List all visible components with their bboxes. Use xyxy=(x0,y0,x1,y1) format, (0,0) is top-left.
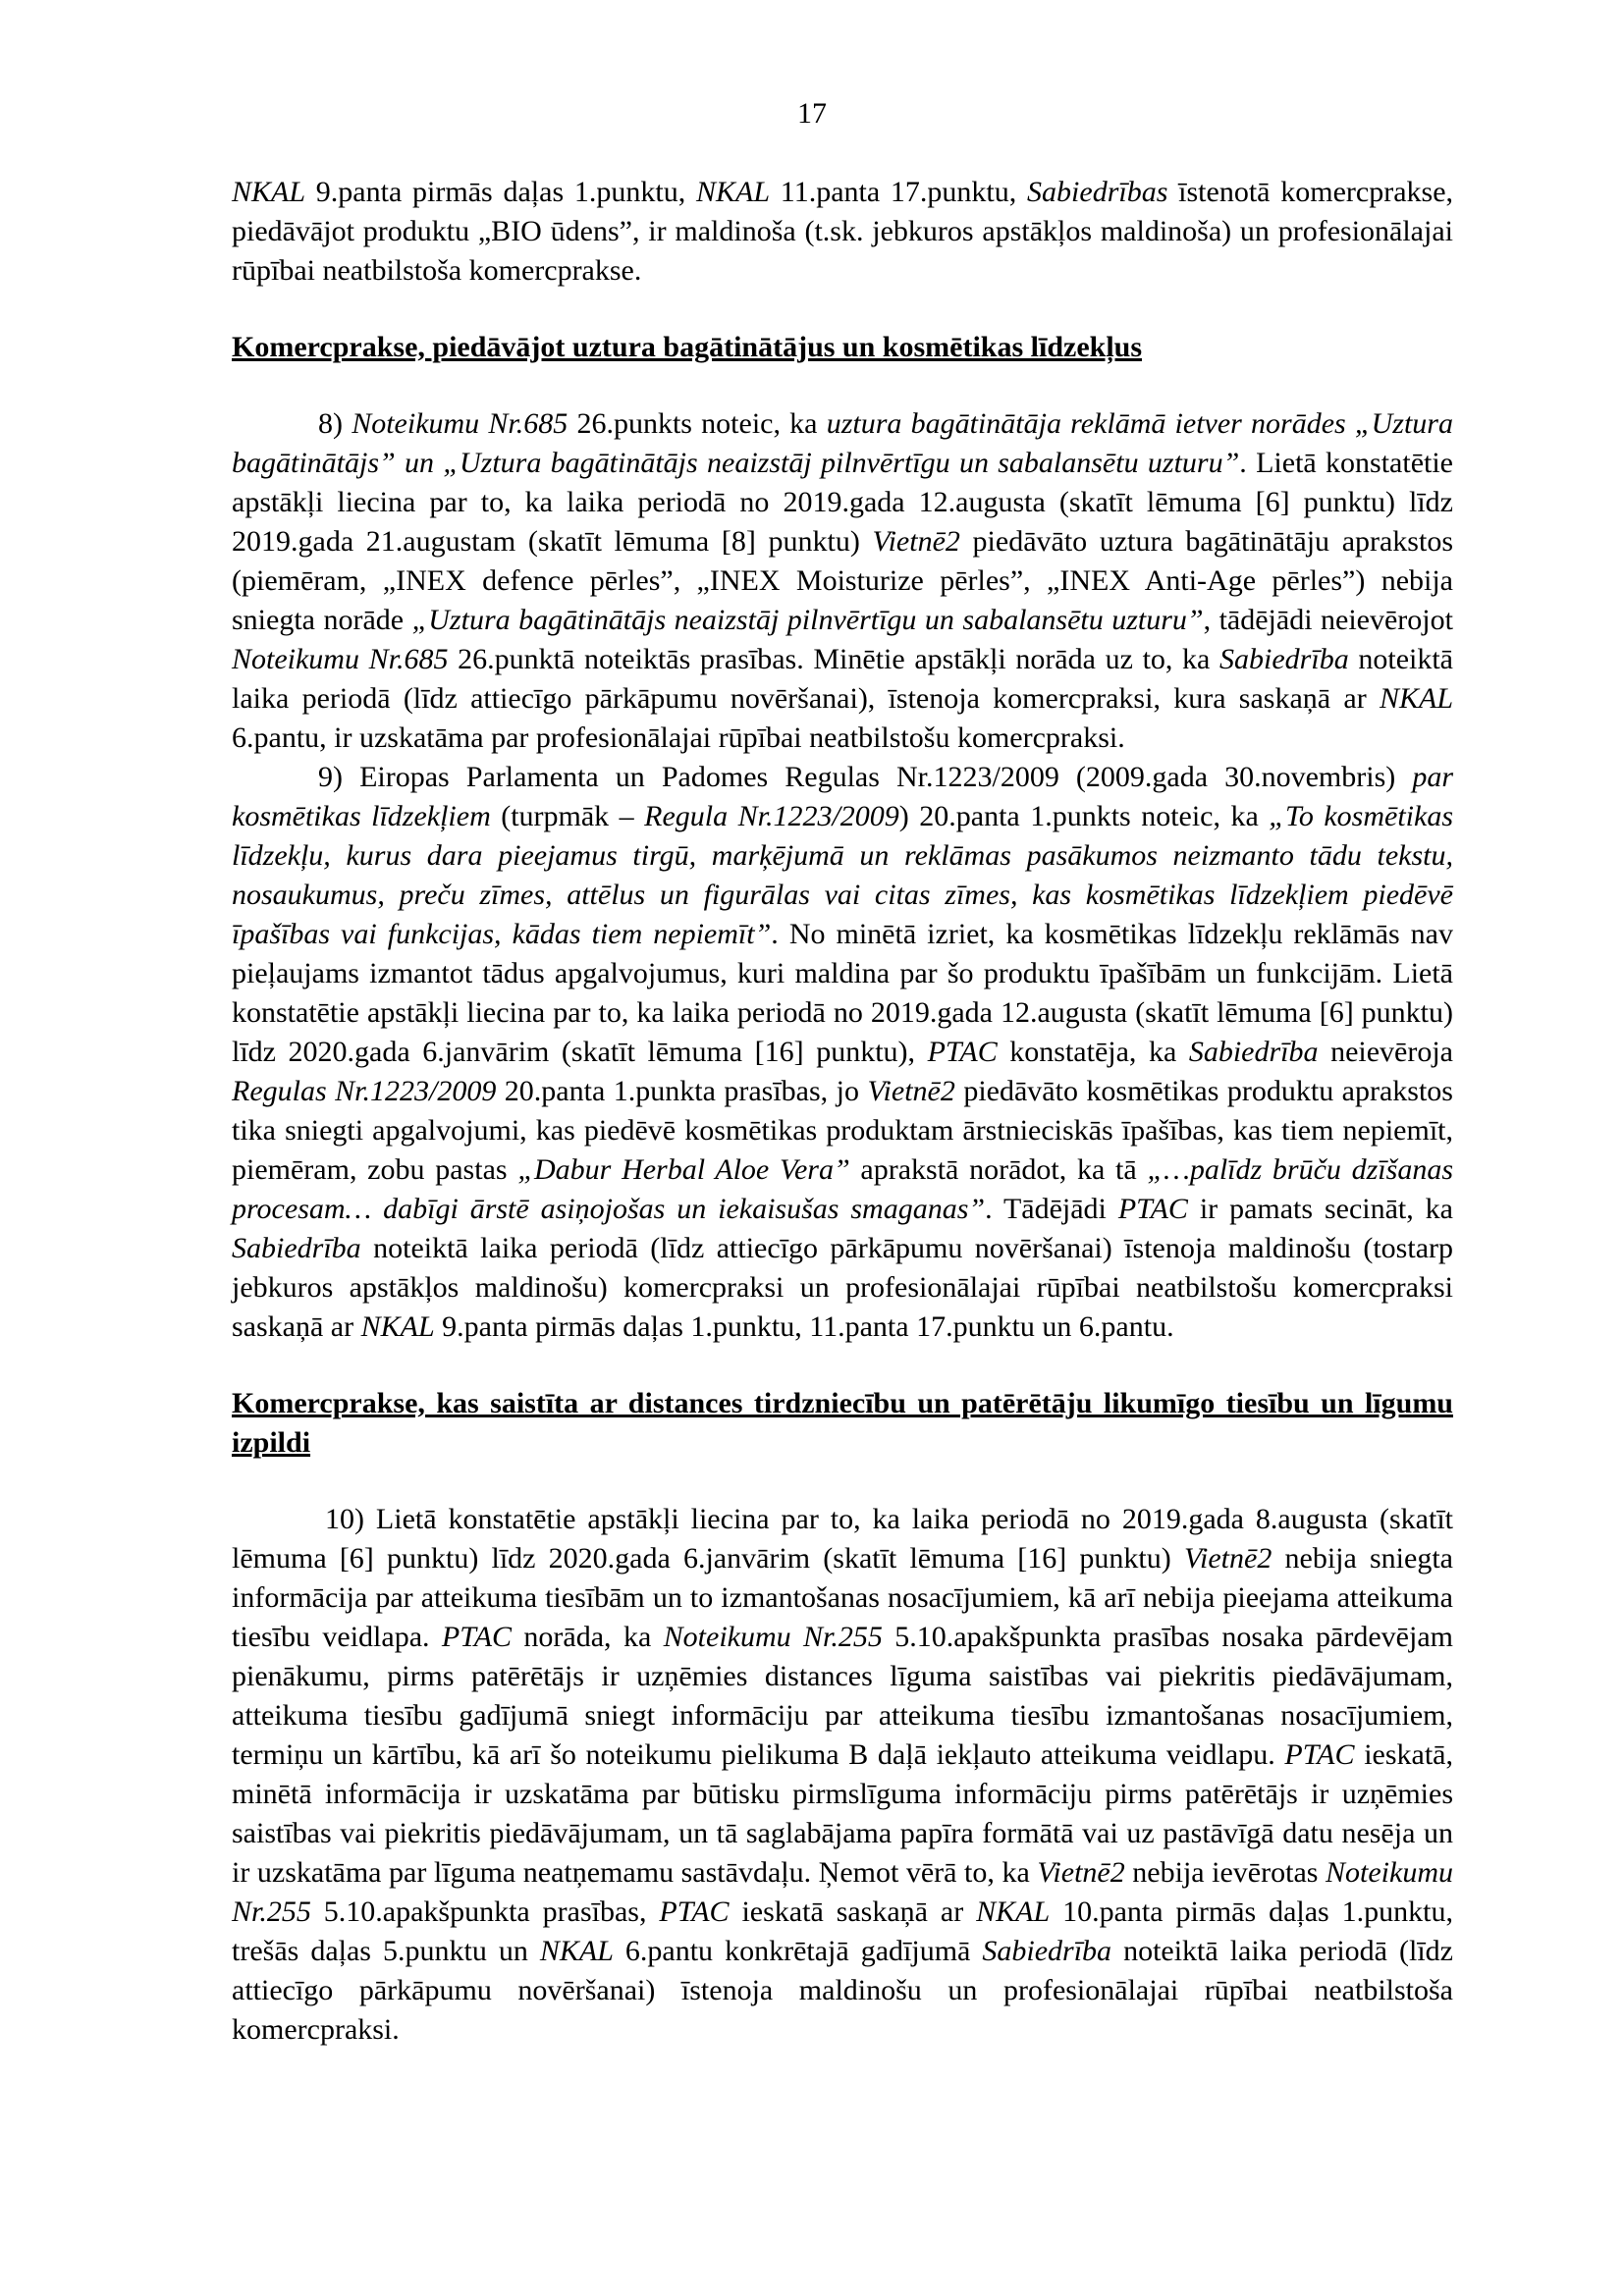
paragraph-10-text-run: Noteikumu Nr.255 xyxy=(232,1856,1453,1928)
paragraph-9-text-run: noteiktā laika periodā (līdz attiecīgo pārkāpumu novēršanai) īstenoja maldinošu (tostarp jebkuros apstākļos maldinošu) komercpraksi un profesionālajai rūpībai neatbilstošu komercpraksi saskaņā ar xyxy=(232,1232,1453,1343)
intro-paragraph-text-run: NKAL xyxy=(232,176,306,208)
paragraph-8-text-run: , tādējādi neievērojot xyxy=(1203,604,1453,636)
paragraph-8-text-run: Vietnē2 xyxy=(872,525,960,558)
paragraph-8-text-run: 26.punktā noteiktās prasības. Minētie apstākļi norāda uz to, ka xyxy=(448,643,1220,675)
section-heading-supplements-cosmetics: Komercprakse, piedāvājot uztura bagātinātājus un kosmētikas līdzekļus xyxy=(232,331,1143,363)
paragraph-9-text-run: „To kosmētikas līdzekļu, kurus dara pieejamus tirgū, marķējumā un reklāmas pasākumos neizmanto tādu tekstu, nosaukumus, preču zīmes, attēlus un figurālas vai citas zīmes, kas kosmētikas līdzekļiem piedēvē īpašības vai funkcijas, kādas tiem nepiemīt” xyxy=(232,800,1453,950)
paragraph-9-text-run: neievēroja xyxy=(1318,1036,1453,1068)
paragraph-9-text-run: NKAL xyxy=(360,1310,435,1343)
paragraph-10-text-run: norāda, ka xyxy=(512,1621,664,1653)
paragraph-8-text-run: Sabiedrība xyxy=(1219,643,1349,675)
paragraph-9 xyxy=(232,758,1453,1347)
paragraph-10-text-run: Noteikumu Nr.255 xyxy=(663,1621,883,1653)
paragraph-10-text-run: Sabiedrība xyxy=(982,1935,1112,1967)
paragraph-8-text-run: 6.pantu, ir uzskatāma par profesionālajai rūpībai neatbilstošu komercpraksi. xyxy=(232,721,1125,754)
paragraph-9-text-run: aprakstā norādot, ka tā xyxy=(849,1153,1148,1186)
paragraph-9-text-run: (turpmāk – xyxy=(490,800,645,832)
paragraph-9-text-run: PTAC xyxy=(927,1036,998,1068)
paragraph-8-text-run: 26.punkts noteic, ka xyxy=(568,407,827,440)
paragraph-9-text-run: par kosmētikas līdzekļiem xyxy=(232,761,1453,832)
paragraph-10-text-run: nebija sniegta informācija par atteikuma tiesībām un to izmantošanas nosacījumiem, kā arī nebija pieejama atteikuma tiesību veidlapa. xyxy=(232,1542,1453,1653)
paragraph-10-text-run: Vietnē2 xyxy=(1037,1856,1125,1889)
paragraph-10-text-run: nebija ievērotas xyxy=(1124,1856,1326,1889)
paragraph-9-text-run: Sabiedrība xyxy=(1188,1036,1319,1068)
paragraph-9-text-run: Vietnē2 xyxy=(867,1075,955,1107)
paragraph-8-text-run: 8) xyxy=(318,407,352,440)
paragraph-9-text-run: PTAC xyxy=(1117,1193,1188,1225)
paragraph-10-text-run: PTAC xyxy=(659,1896,730,1928)
paragraph-10-text-run: 6.pantu konkrētajā gadījumā xyxy=(613,1935,983,1967)
paragraph-10-text-run: noteiktā laika periodā (līdz attiecīgo pārkāpumu novēršanai) īstenoja maldinošu un profesionālajai rūpībai neatbilstoša komercpraksi. xyxy=(232,1935,1453,2046)
paragraph-9-text-run: . No minētā izriet, ka kosmētikas līdzekļu reklāmās nav pieļaujams izmantot tādus apgalvojumus, kuri maldina par šo produktu īpašībām un funkcijām. Lietā konstatētie apstākļi liecina par to, ka laika periodā no 2019.gada 12.augusta (skatīt lēmuma [6] punktu) līdz 2020.gada 6.janvārim (skatīt lēmuma [16] punktu), xyxy=(232,918,1454,1068)
paragraph-10 xyxy=(232,1500,1453,2050)
paragraph-10-text-run: 5.10.apakšpunkta prasības nosaka pārdevējam pienākumu, pirms patērētājs ir uzņēmies distances līguma saistības vai piekritis piedāvājumam, atteikuma tiesību gadījumā sniegt informāciju par atteikuma tiesību izmantošanas nosacījumiem, termiņu un kārtību, kā arī šo noteikumu pielikuma B daļā iekļauto atteikuma veidlapu. xyxy=(232,1621,1453,1771)
intro-paragraph-text-run: Sabiedrības xyxy=(1027,176,1168,208)
paragraph-9-text-run: Regulas Nr.1223/2009 xyxy=(232,1075,497,1107)
intro-paragraph-text-run: 11.panta 17.punktu, xyxy=(770,176,1028,208)
paragraph-10-text-run: NKAL xyxy=(976,1896,1051,1928)
paragraph-9-text-run: Sabiedrība xyxy=(232,1232,361,1264)
section-heading-distance-trading: Komercprakse, kas saistīta ar distances tirdzniecību un patērētāju likumīgo tiesību un līgumu izpildi xyxy=(232,1387,1453,1459)
paragraph-8-text-run: NKAL xyxy=(1379,682,1453,715)
paragraph-8-text-run: Noteikumu Nr.685 xyxy=(352,407,568,440)
paragraph-8-text-run: uztura bagātinātāja reklāmā ietver norādes „Uztura bagātinātājs” un „Uztura bagātinātājs neaizstāj pilnvērtīgu un sabalansētu uzturu” xyxy=(232,407,1453,479)
paragraph-10-text-run: NKAL xyxy=(539,1935,614,1967)
paragraph-8-text-run: noteiktā laika periodā (līdz attiecīgo pārkāpumu novēršanai), īstenoja komercpraksi, kura saskaņā ar xyxy=(232,643,1453,715)
intro-paragraph-text-run: 9.panta pirmās daļas 1.punktu, xyxy=(305,176,696,208)
paragraph-9-text-run: „Dabur Herbal Aloe Vera” xyxy=(517,1153,850,1186)
paragraph-8-text-run: Noteikumu Nr.685 xyxy=(232,643,449,675)
paragraph-9-text-run: ) 20.panta 1.punkts noteic, ka xyxy=(898,800,1270,832)
paragraph-8-text-run: . Lietā konstatētie apstākļi liecina par to, ka laika periodā no 2019.gada 12.augusta (skatīt lēmuma [6] punktu) līdz 2019.gada 21.augustam (skatīt lēmuma [8] punktu) xyxy=(232,447,1453,558)
paragraph-10-text-run: ieskatā saskaņā ar xyxy=(729,1896,977,1928)
paragraph-9-text-run: ir pamats secināt, ka xyxy=(1187,1193,1453,1225)
paragraph-8-text-run: „Uztura bagātinātājs neaizstāj pilnvērtīgu un sabalansētu uzturu” xyxy=(411,604,1204,636)
paragraph-8-text-run: piedāvāto uztura bagātinātāju aprakstos (piemēram, „INEX defence pērles”, „INEX Moisturize pērles”, „INEX Anti-Age pērles”) nebija sniegta norāde xyxy=(232,525,1453,636)
paragraph-9-text-run: konstatēja, ka xyxy=(997,1036,1189,1068)
paragraph-9-text-run: 9) Eiropas Parlamenta un Padomes Regulas Nr.1223/2009 (2009.gada 30.novembris) xyxy=(318,761,1413,793)
paragraph-8 xyxy=(232,404,1453,758)
paragraph-9-text-run: 9.panta pirmās daļas 1.punktu, 11.panta 17.punktu un 6.pantu. xyxy=(434,1310,1174,1343)
paragraph-9-text-run: 20.panta 1.punkta prasības, jo xyxy=(496,1075,868,1107)
page-number: 17 xyxy=(797,97,827,130)
paragraph-10-text-run: 5.10.apakšpunkta prasības, xyxy=(310,1896,660,1928)
paragraph-10-text-run: ieskatā, minētā informācija ir uzskatāma par būtisku pirmslīguma informāciju pirms patērētājs ir uzņēmies saistības vai piekritis piedāvājumam, un tā saglabājama papīra formātā vai uz pastāvīgā datu nesēja un ir uzskatāma par līguma neatņemamu sastāvdaļu. Ņemot vērā to, ka xyxy=(232,1738,1453,1889)
paragraph-10-text-run: 10.panta pirmās daļas 1.punktu, trešās daļas 5.punktu un xyxy=(232,1896,1453,1967)
intro-paragraph-text-run: NKAL xyxy=(696,176,771,208)
paragraph-10-text-run: Vietnē2 xyxy=(1183,1542,1272,1575)
paragraph-10-text-run: 10) Lietā konstatētie apstākļi liecina par to, ka laika periodā no 2019.gada 8.augusta (skatīt lēmuma [6] punktu) līdz 2020.gada 6.janvārim (skatīt lēmuma [16] punktu) xyxy=(232,1503,1453,1575)
paragraph-10-text-run: PTAC xyxy=(441,1621,513,1653)
intro-paragraph xyxy=(232,173,1453,291)
document-body xyxy=(232,173,1453,2050)
paragraph-9-text-run: piedāvāto kosmētikas produktu aprakstos tika sniegti apgalvojumi, kas piedēvē kosmētikas produktam ārstnieciskās īpašības, kas tiem nepiemīt, piemēram, zobu pastas xyxy=(232,1075,1453,1186)
paragraph-9-text-run: Regula Nr.1223/2009 xyxy=(644,800,899,832)
paragraph-9-text-run: „…palīdz brūču dzīšanas procesam… dabīgi ārstē asiņojošas un iekaisušas smaganas” xyxy=(232,1153,1453,1225)
paragraph-9-text-run: . Tādējādi xyxy=(985,1193,1118,1225)
paragraph-10-text-run: PTAC xyxy=(1284,1738,1355,1771)
intro-paragraph-text-run: īstenotā komercprakse, piedāvājot produktu „BIO ūdens”, ir maldinoša (t.sk. jebkuros apstākļos maldinoša) un profesionālajai rūpībai neatbilstoša komercprakse. xyxy=(232,176,1454,287)
